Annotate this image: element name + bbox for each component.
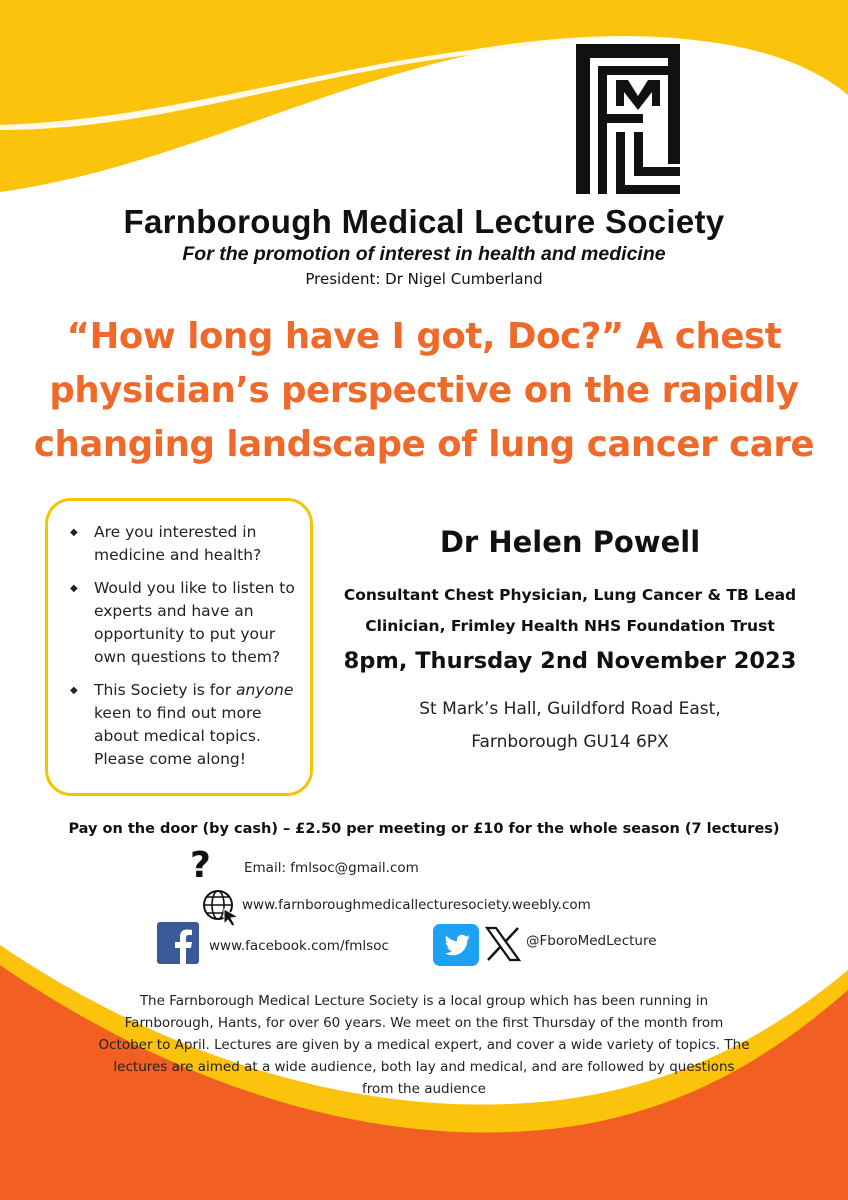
talk-title [20, 310, 828, 472]
email-link[interactable]: Email: fmlsoc@gmail.com [244, 860, 419, 876]
talk-title-line: physician’s perspective on the rapidly [49, 370, 799, 411]
bullet-text-emphasis: anyone [236, 681, 294, 699]
facebook-link[interactable]: www.facebook.com/fmlsoc [209, 938, 389, 954]
speaker-role-line: Consultant Chest Physician, Lung Cancer & TB Lead [343, 586, 797, 604]
talk-title-line: changing landscape of lung cancer care [33, 424, 815, 465]
question-icon: ? [190, 845, 211, 886]
twitter-icon[interactable] [433, 924, 479, 966]
venue-line: Farnborough GU14 6PX [471, 732, 669, 752]
info-box [45, 498, 313, 796]
info-bullet [70, 679, 310, 771]
bullet-text: Would you like to listen to experts and have an opportunity to put your own questions to them? [94, 579, 295, 666]
info-bullet [70, 577, 310, 669]
bullet-text-pre: This Society is for [94, 681, 237, 699]
speaker-role [330, 580, 810, 642]
top-yellow-swoosh [0, 0, 848, 192]
tagline: For the promotion of interest in health and medicine [182, 243, 666, 265]
speaker-role-line: Clinician, Frimley Health NHS Foundation Trust [365, 617, 775, 635]
payment-info: Pay on the door (by cash) – £2.50 per meeting or £10 for the whole season (7 lectures) [68, 821, 780, 837]
facebook-icon[interactable] [157, 922, 199, 964]
website-link[interactable]: www.farnboroughmedicallecturesociety.weebly.com [242, 897, 591, 913]
president: President: Dr Nigel Cumberland [305, 270, 543, 288]
society-name: Farnborough Medical Lecture Society [123, 203, 725, 240]
x-icon[interactable] [484, 925, 522, 963]
fml-logo [576, 44, 680, 194]
event-venue [330, 693, 810, 759]
venue-line: St Mark’s Hall, Guildford Road East, [419, 699, 721, 719]
talk-title-line: “How long have I got, Doc?” A chest [66, 316, 782, 357]
diamond-bullet-icon: ◆ [70, 685, 78, 696]
speaker-name: Dr Helen Powell [439, 525, 701, 559]
diamond-bullet-icon: ◆ [70, 583, 78, 594]
about-text: The Farnborough Medical Lecture Society is a local group which has been running in Farnborough, Hants, for over 60 years. We meet on the first Thursday of the month from October to April. Lectures are given by a medical expert, and cover a wide variety of topics. The lectures are aimed at a wide audience, both lay and medical, and are followed by questions from the audience [98, 993, 750, 1097]
info-bullet [70, 521, 310, 567]
bullet-text-post: keen to find out more about medical topics. Please come along! [94, 704, 262, 768]
info-bullets [70, 521, 310, 781]
bullet-text: Are you interested in medicine and health? [94, 523, 262, 564]
globe-icon [200, 887, 240, 927]
diamond-bullet-icon: ◆ [70, 527, 78, 538]
event-datetime: 8pm, Thursday 2nd November 2023 [343, 648, 797, 674]
social-handle[interactable]: @FboroMedLecture [526, 933, 657, 949]
